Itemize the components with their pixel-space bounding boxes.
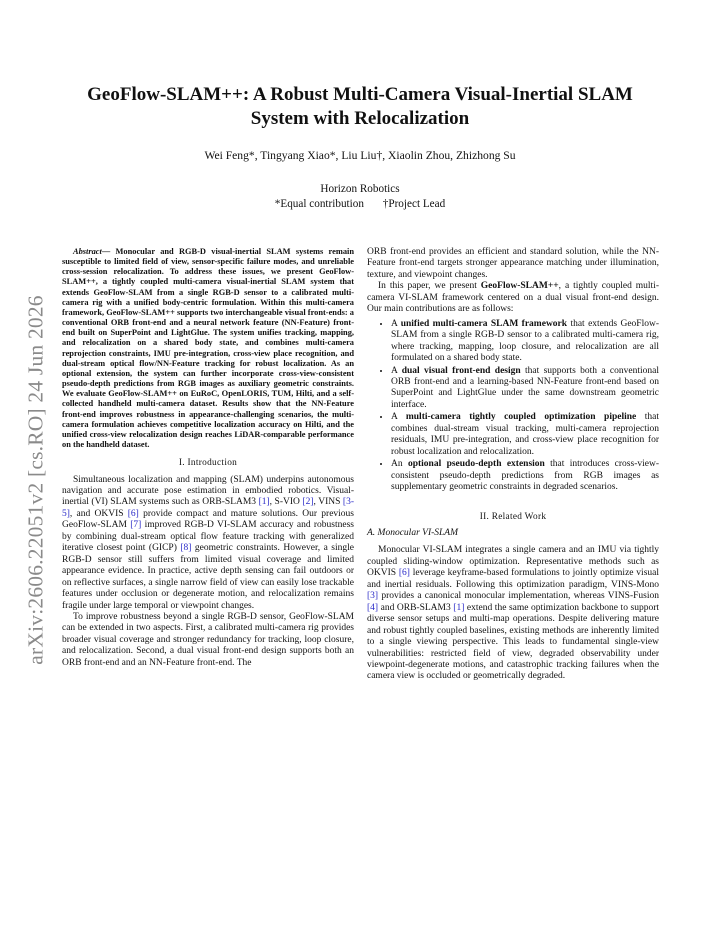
abstract [62,247,354,450]
affiliation: Horizon Robotics [320,183,400,195]
citation-link[interactable]: [7] [130,520,142,531]
arxiv-stamp: arXiv:2606.22051v2 [cs.RO] 24 Jun 2026 [23,295,48,665]
contribution-list [367,319,659,494]
affiliation-block [60,182,660,212]
subsection-heading-monocular: A. Monocular VI-SLAM [367,527,459,538]
system-name: GeoFlow-SLAM++ [480,281,559,292]
left-column [62,247,354,669]
intro-paragraph-2: To improve robustness beyond a single RGB-D sensor, GeoFlow-SLAM can be extended in two aspects. First, a calibrated multi-camera rig provides broader visual coverage and stronger redundancy for tracking, loop closure, and relocalization. Second, a dual visual front-end design supports both an ORB front-end and an NN-Feature front-end. The [62,612,354,668]
citation-link[interactable]: [2] [302,497,314,508]
list-item: • A multi-camera tightly coupled optimization pipeline that combines dual-stream visual tracking, multi-camera reprojection residuals, IMU pre-integration, and cross-view place recognition for robust localization and relocalization. [391,412,659,458]
paper-title: GeoFlow-SLAM++: A Robust Multi-Camera Visual-Inertial SLAM System with Relocalization [87,84,633,129]
citation-link[interactable]: [6] [398,568,410,579]
citation-link[interactable]: [1] [258,497,270,508]
citation-link[interactable]: [8] [180,543,192,554]
citation-link[interactable]: [3-5] [62,497,354,519]
abstract-lead: Abstract— [73,247,111,256]
citation-link[interactable]: [3] [367,591,379,602]
right-column [367,247,659,683]
contribution-notes [60,197,660,212]
intro-paragraph-1: Simultaneous localization and mapping (SLAM) underpins autonomous navigation and accurate pose estimation in embodied robotics. Visual-inertial (VI) SLAM systems such as ORB-SLAM3 [1], S-VIO [2], VINS [3-5], and OKVIS [6] provide compact and mature solutions. Our previous GeoFlow-SLAM [7] improved RGB-D VI-SLAM accuracy and robustness by combining dual-stream optical flow feature tracking with generalized iterative closest point (GICP) [8] geometric constraints. However, a single RGB-D sensor still suffers from limited visual coverage and limited appearance evidence. In practice, active depth sensing can fail outdoors or on reflective surfaces, a single narrow field of view can easily lose trackable features under occlusion or degenerate motion, and relocalization remains fragile under large temporal or viewpoint changes. [62,474,355,611]
list-item: • A dual visual front-end design that supports both a conventional ORB front-end and a learning-based NN-Feature front-end based on SuperPoint and LightGlue under the same downstream geometric interface. [391,366,659,412]
list-item: • An optional pseudo-depth extension that introduces cross-view-consistent pseudo-depth predictions from RGB images as supplementary geometric constraints in degraded scenarios. [391,459,659,493]
section-heading-introduction: I. Introduction [178,458,238,469]
citation-link[interactable]: [6] [127,508,139,519]
equal-contribution-note: *Equal contribution [274,198,364,210]
intro-paragraph-2-continued: ORB front-end provides an efficient and standard solution, while the NN-Feature front-end targets stronger appearance matching under illumination, texture, and viewpoint changes. [367,247,659,280]
intro-paragraph-3: In this paper, we present GeoFlow-SLAM++, a tightly coupled multi-camera VI-SLAM framework centered on a dual visual front-end design. Our main contributions are as follows: [367,281,659,315]
citation-link[interactable]: [1] [453,602,465,613]
citation-link[interactable]: [4] [367,602,379,613]
author-list: Wei Feng*, Tingyang Xiao*, Liu Liu†, Xiaolin Zhou, Zhizhong Su [204,149,516,162]
related-paragraph-1: Monocular VI-SLAM integrates a single camera and an IMU via tightly coupled sliding-window optimization. Representative methods such as OKVIS [6] leverage keyframe-based formulations to jointly optimize visual and inertial residuals. Following this optimization paradigm, VINS-Mono [3] provides a canonical monocular implementation, whereas VINS-Fusion [4] and ORB-SLAM3 [1] extend the same optimization backbone to support diverse sensor setups and multi-map operations. Despite delivering mature and robust tightly coupled baselines, existing methods are inherently limited to a single viewing perspective. This leads to fundamental single-view vulnerabilities: restricted field of view, degraded observability under viewpoint-degenerate motions, and catastrophic tracking failures when the camera view is occluded or geometrically degraded. [367,545,659,682]
abstract-text: Monocular and RGB-D visual-inertial SLAM systems remain susceptible to limited field of view, sensor-specific failure modes, and unreliable cross-session relocalization. To address these issues, we present GeoFlow-SLAM++, a tightly coupled multi-camera visual-inertial SLAM system that extends GeoFlow-SLAM from a single RGB-D sensor to a calibrated multi-camera rig with a unified body-centric formulation. Within this multi-camera framework, GeoFlow-SLAM++ supports two interchangeable visual front-ends: a conventional ORB front-end and a neural network feature (NN-Feature) front-end built on SuperPoint and LightGlue. The system unifies tracking, mapping, and relocalization on a shared body state, and combines multi-camera reprojection constraints, IMU pre-integration, cross-view place recognition, and dual-stream optical flow/NN-Feature tracking for robust localization. As an optional extension, the system can further incorporate cross-view-consistent pseudo-depth predictions from RGB images as auxiliary geometric constraints. We evaluate GeoFlow-SLAM++ on EuRoC, OpenLORIS, TUM, Hilti, and a self-collected handheld multi-camera dataset. Results show that the NN-Feature front-end improves robustness in appearance-challenging scenarios, the multi-camera formulation achieves competitive localization accuracy on Hilti, and the unified cross-view relocalization design reaches LiDAR-comparable performance on the handheld dataset. [62,247,354,449]
section-heading-related-work: II. Related Work [479,511,547,522]
list-item: • A unified multi-camera SLAM framework that extends GeoFlow-SLAM from a single RGB-D sensor to a calibrated multi-camera rig, where tracking, mapping, loop closure, and relocalization are all formulated on a shared body state. [391,319,659,365]
project-lead-note: †Project Lead [382,198,446,210]
